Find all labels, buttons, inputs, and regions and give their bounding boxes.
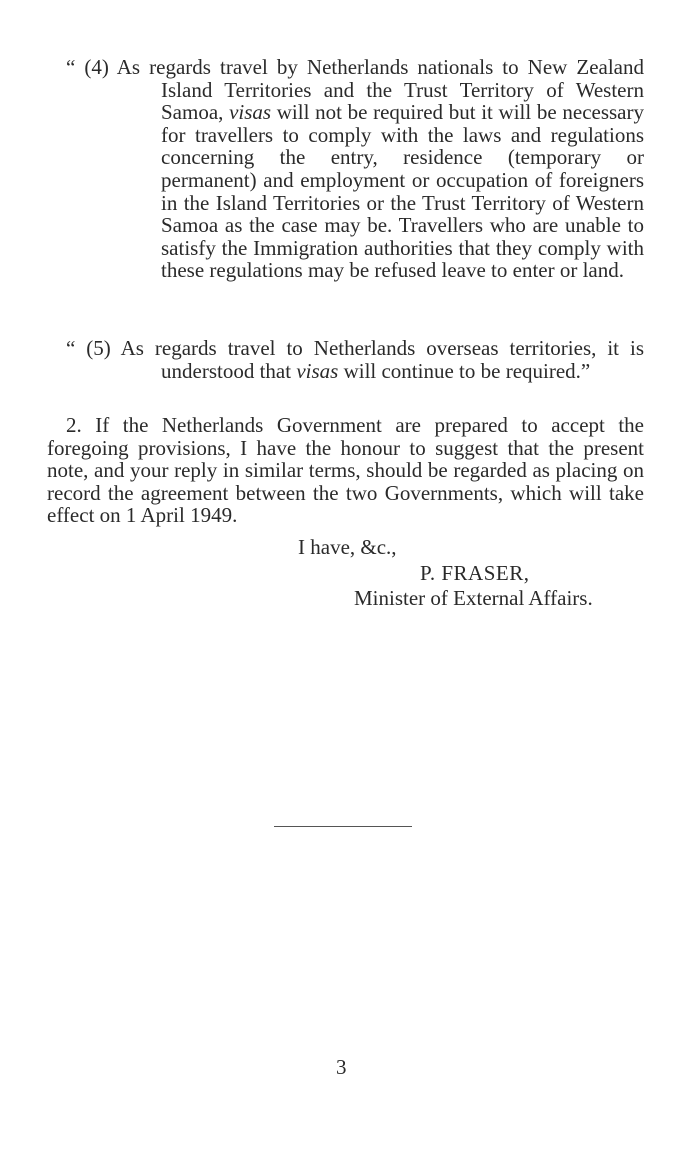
clause-5 <box>66 337 644 382</box>
clause-4-marker: “ (4) As <box>66 55 141 79</box>
signatory-title: Minister of External Affairs. <box>354 586 593 610</box>
clause-5-text-b: will continue to be required.” <box>343 358 591 383</box>
page-number: 3 <box>336 1055 347 1079</box>
clause-4-text-b: will not be required but it will be necessary for travellers to comply with the laws and regulations concerning the entry, residence (temporary or permanent) and employment or occupation of foreigners in the Island Territories or the Trust Territory of Western Samoa as the case may be. Travellers who are unable to satisfy the Immigration authorities that they comply with these regulations may be refused leave to enter or land. <box>161 100 645 283</box>
clause-4 <box>66 56 644 282</box>
section-divider <box>274 826 412 827</box>
clause-5-italic-visas: visas <box>296 358 339 383</box>
clause-5-text-a: regards travel to Netherlands overseas territories, it is understood that <box>154 336 644 383</box>
clause-5-marker: “ (5) As <box>66 336 144 360</box>
signatory-name: P. FRASER, <box>420 561 530 585</box>
closing-phrase: I have, &c., <box>298 535 397 559</box>
clause-4-text-a: regards travel by Netherlands nationals to New Zealand Island Territories and the Trust Territory of Western Samoa, <box>149 55 645 125</box>
clause-4-italic-visas: visas <box>229 100 272 125</box>
paragraph-2: 2. If the Netherlands Government are prepared to accept the foregoing provisions, I have the honour to suggest that the present note, and your reply in similar terms, should be regarded as placing on record the agreement between the two Governments, which will take effect on 1 April 1949. <box>47 413 644 528</box>
